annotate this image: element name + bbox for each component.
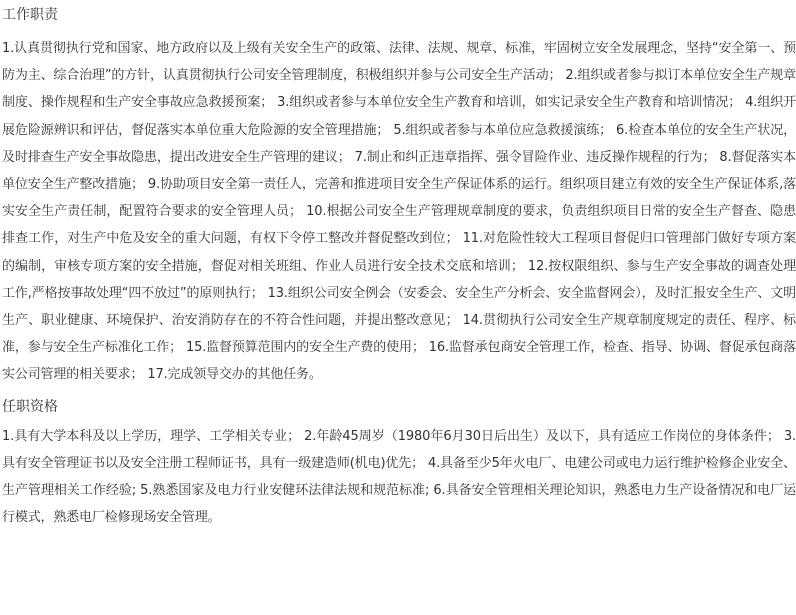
requirements-heading: 任职资格 [2,398,58,415]
duties-heading: 工作职责 [2,7,58,23]
requirements-text: 1.具有大学本科及以上学历，理学、工学相关专业； 2.年龄45周岁（1980年6月30日后出生）及以下，具有适应工作岗位的身体条件； 3.具有安全管理证书以及安全注册工程师证书，具有一级建造师(机电)优先； 4.具备至少5年火电厂、电建公司或电力运行维护检修企业安全、生产管理相关工作经验; 5.熟悉国家及电力行业安健环法律法规和规范标准; 6.具备安全管理相关理论知识，熟悉电力生产设备情况和电厂运行模式，熟悉电厂检修现场安全管理。 [2,428,796,526]
duties-text: 1.认真贯彻执行党和国家、地方政府以及上级有关安全生产的政策、法律、法规、规章、标准，牢固树立安全发展理念，坚持“安全第一、预防为主、综合治理”的方针，认真贯彻执行公司安全管理制度，积极组织并参与公司安全生产活动； 2.组织或者参与拟订本单位安全生产规章制度、操作规程和生产安全事故应急救援预案； 3.组织或者参与本单位安全生产教育和培训，如实记录安全生产教育和培训情况； 4.组织开展危险源辨识和评估，督促落实本单位重大危险源的安全管理措施； 5.组织或者参与本单位应急救援演练； 6.检查本单位的安全生产状况，及时排查生产安全事故隐患，提出改进安全生产管理的建议； 7.制止和纠正违章指挥、强令冒险作业、违反操作规程的行为； 8.督促落实本单位安全生产整改措施； 9.协助项目安全第一责任人，完善和推进项目安全生产保证体系的运行。组织项目建立有效的安全生产保证体系,落实安全生产责任制，配置符合要求的安全管理人员； 10.根据公司安全生产管理规章制度的要求，负责组织项目日常的安全生产督查、隐患排查工作，对生产中危及安全的重大问题，有权下令停工整改并督促整改到位； 11.对危险性较大工程项目督促归口管理部门做好专项方案的编制，审核专项方案的安全措施，督促对相关班组、作业人员进行安全技术交底和培训； 12.按权限组织、参与生产安全事故的调查处理工作,严格按事故处理“四不放过”的原则执行； 13.组织公司安全例会（安委会、安全生产分析会、安全监督网会），及时汇报安全生产、文明生产、职业健康、环境保护、治安消防存在的不符合性问题，并提出整改意见； 14.贯彻执行公司安全生产规章制度规定的责任、程序、标准，参与安全生产标准化工作； 15.监督预算范围内的安全生产费的使用； 16.监督承包商安全管理工作，检查、指导、协调、督促承包商落实公司管理的相关要求； 17.完成领导交办的其他任务。 [2,41,796,383]
